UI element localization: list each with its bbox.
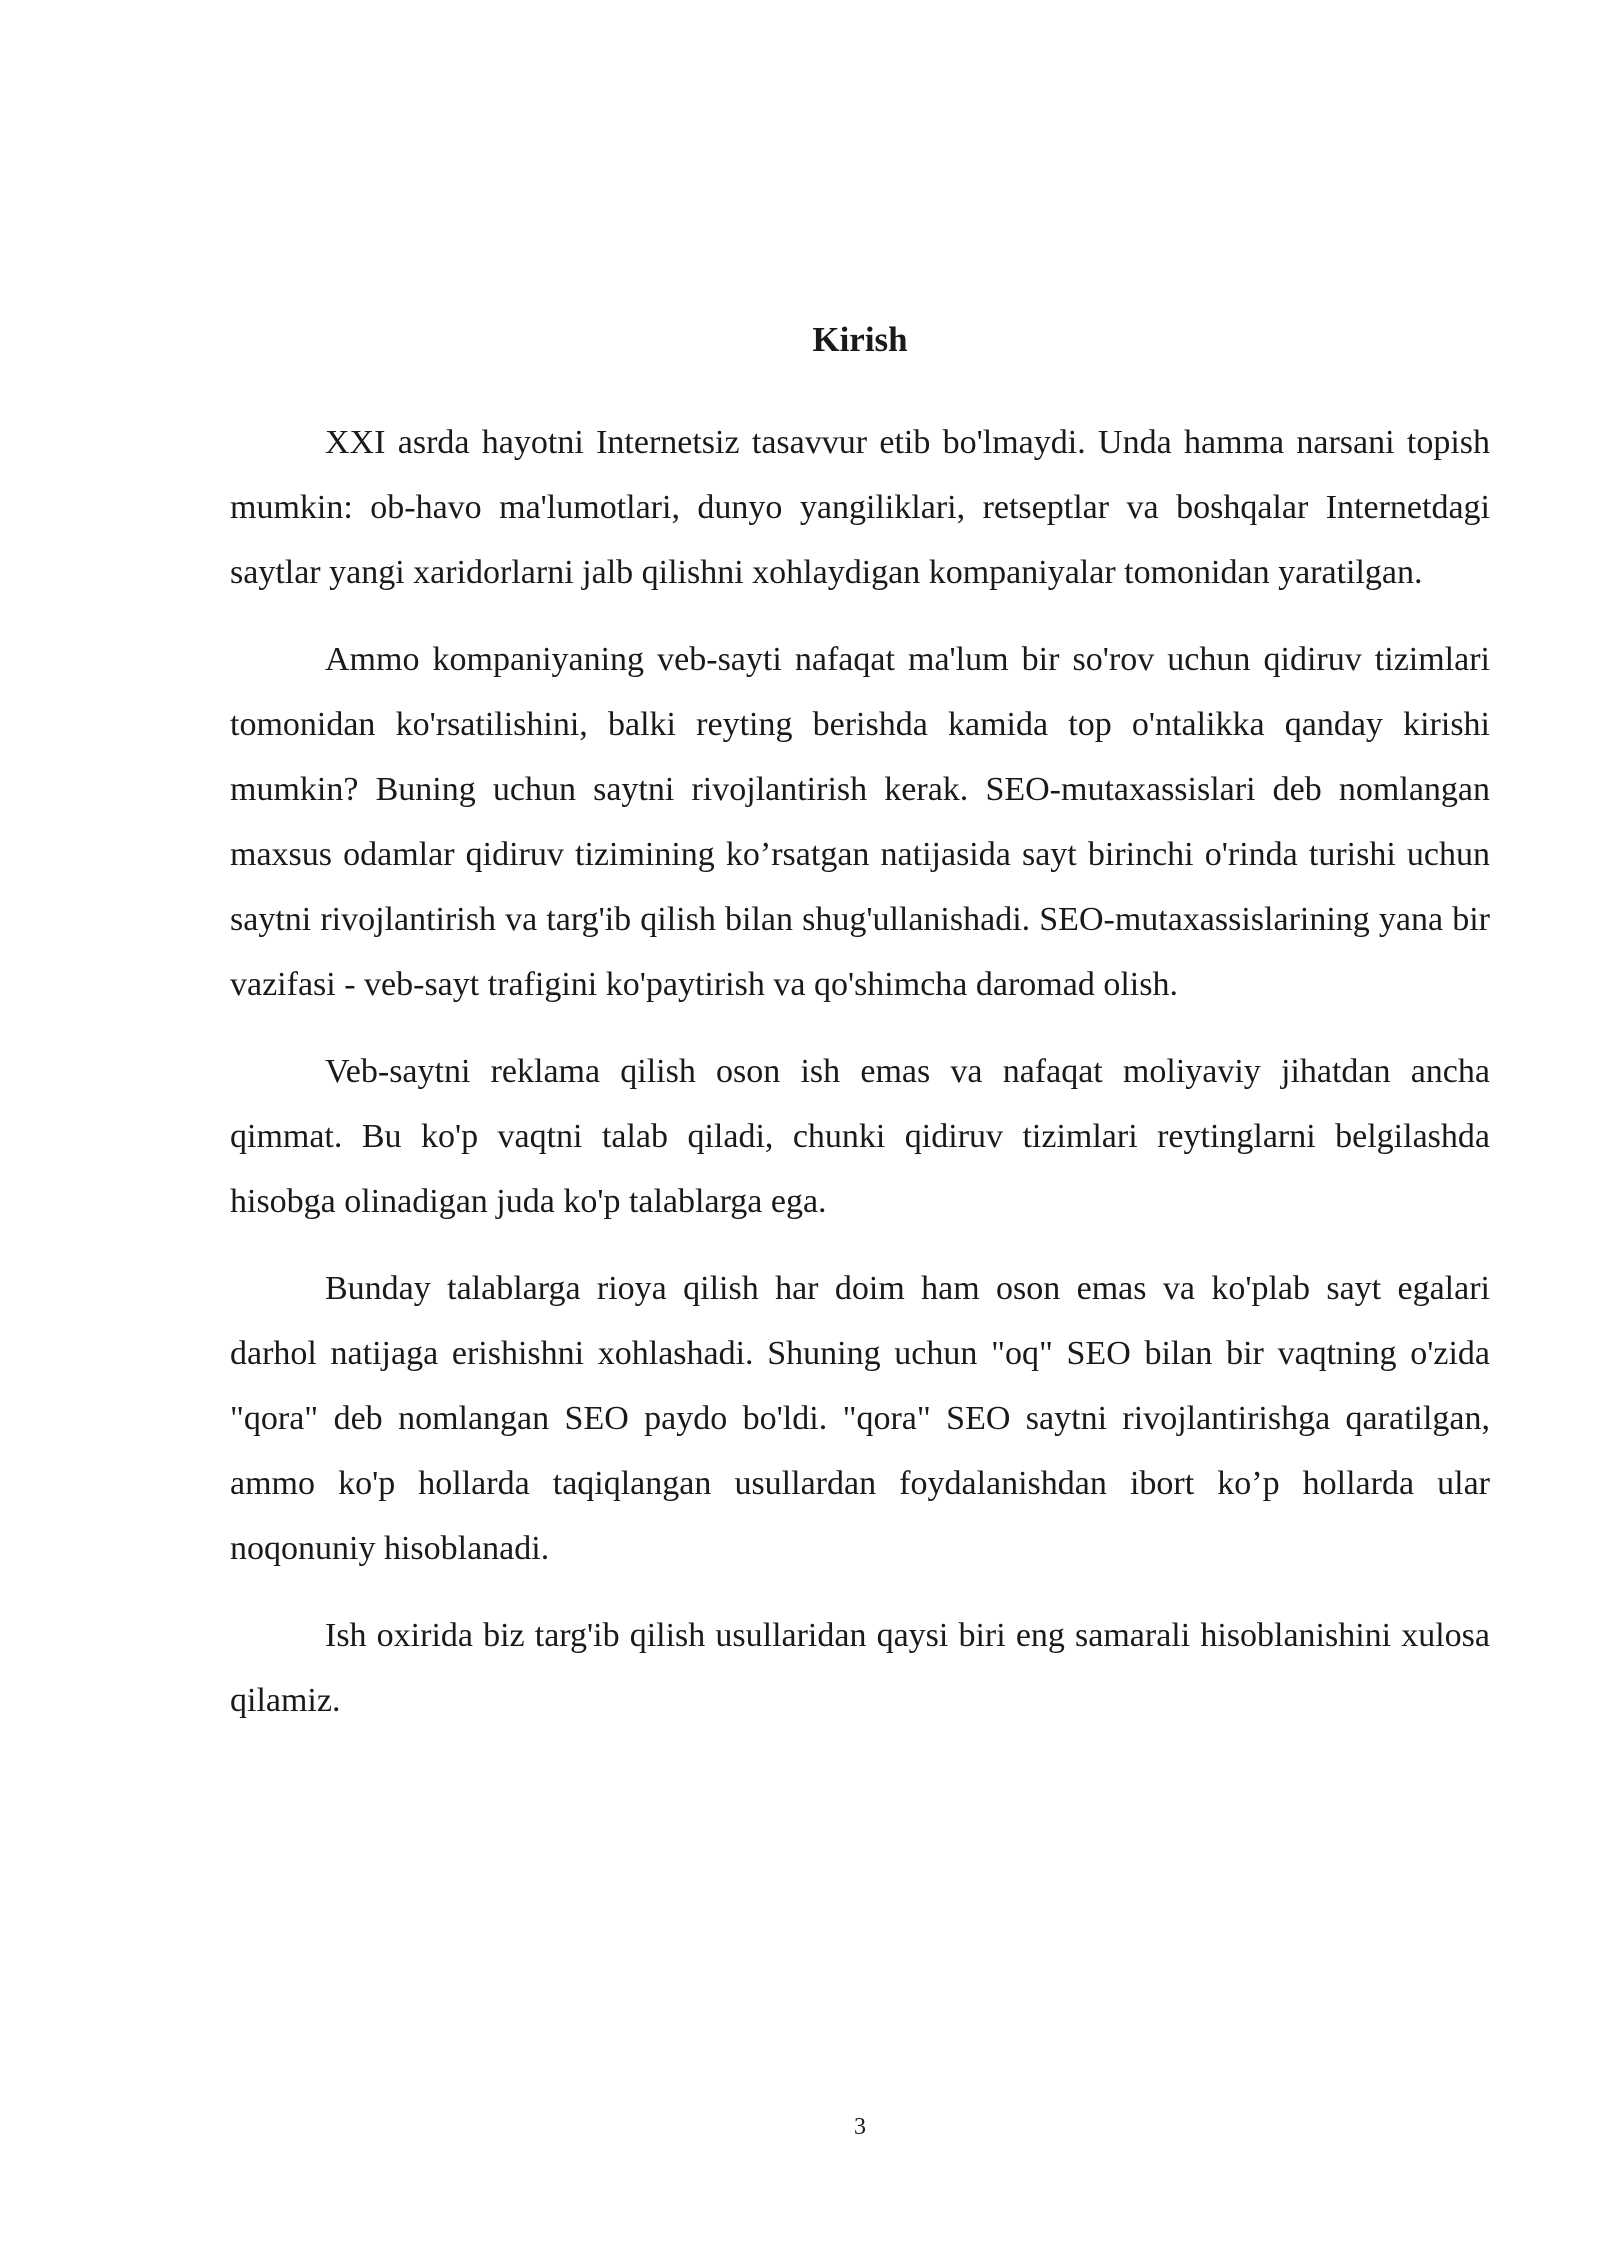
paragraph-5: Ish oxirida biz targ'ib qilish usullaridan qaysi biri eng samarali hisoblanishini xulosa qilamiz. — [230, 1617, 1490, 1719]
document-body — [230, 410, 1490, 1755]
paragraph-1: XXI asrda hayotni Internetsiz tasavvur etib bo'lmaydi. Unda hamma narsani topish mumkin: ob-havo ma'lumotlari, dunyo yangiliklari, retseptlar va boshqalar Internetdagi saytlar yangi xaridorlarni jalb qilishni xohlaydigan kompaniyalar tomonidan yaratilgan. — [230, 424, 1490, 591]
page-title: Kirish — [812, 320, 908, 359]
paragraph-3: Veb-saytni reklama qilish oson ish emas va nafaqat moliyaviy jihatdan ancha qimmat. Bu ko'p vaqtni talab qiladi, chunki qidiruv tizimlari reytinglarni belgilashda hisobga olinadigan juda ko'p talablarga ega. — [230, 1053, 1490, 1220]
page-number: 3 — [854, 2114, 866, 2140]
paragraph-2: Ammo kompaniyaning veb-sayti nafaqat ma'lum bir so'rov uchun qidiruv tizimlari tomonidan ko'rsatilishini, balki reyting berishda kamida top o'ntalikka qanday kirishi mumkin? Buning uchun saytni rivojlantirish kerak. SEO-mutaxassislari deb nomlangan maxsus odamlar qidiruv tizimining ko’rsatgan natijasida sayt birinchi o'rinda turishi uchun saytni rivojlantirish va targ'ib qilish bilan shug'ullanishadi. SEO-mutaxassislarining yana bir vazifasi - veb-sayt trafigini ko'paytirish va qo'shimcha daromad olish. — [230, 641, 1490, 1003]
paragraph-4: Bunday talablarga rioya qilish har doim ham oson emas va ko'plab sayt egalari darhol natijaga erishishni xohlashadi. Shuning uchun "oq" SEO bilan bir vaqtning o'zida "qora" deb nomlangan SEO paydo bo'ldi. "qora" SEO saytni rivojlantirishga qaratilgan, ammo ko'p hollarda taqiqlangan usullardan foydalanishdan ibort ko’p hollarda ular noqonuniy hisoblanadi. — [230, 1270, 1490, 1567]
